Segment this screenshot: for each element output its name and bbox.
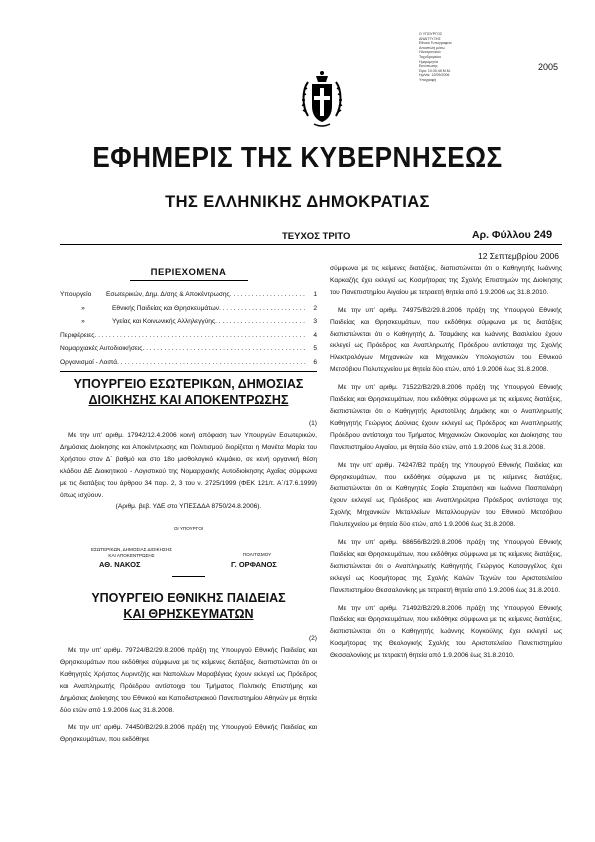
toc-page: 6 (313, 358, 317, 366)
toc-entry: Εθνικής Παιδείας και Θρησκευμάτων (112, 304, 220, 312)
stamp-line: Ταχυδρομείου (419, 54, 442, 59)
right-column-text (330, 263, 562, 662)
toc-entry: Νομαρχιακές Αυτοδιοικήσεις (60, 345, 143, 352)
decision-text (60, 430, 317, 513)
toc-page: 2 (313, 304, 317, 312)
year-label: 2005 (537, 62, 558, 72)
issue-label: ΤΕΥΧΟΣ ΤΡΙΤΟ (282, 231, 351, 242)
section-divider (60, 371, 317, 372)
signatories-heading: ΟΙ ΥΠΟΥΡΓΟΙ (173, 526, 204, 531)
sheet-number-value: 249 (533, 229, 553, 241)
section-heading-interior-ministry (60, 376, 317, 408)
paragraph: Με την υπ’ αριθμ. 74450/Β2/29.8.2006 πράξη της Υπουργού Εθνικής Παιδείας και Θρησκευμάτων, που εκδόθηκε (60, 724, 317, 744)
section-heading-education-ministry (60, 590, 317, 622)
toc-page: 5 (313, 345, 317, 352)
signatory-title-line: ΕΣΩΤΕΡΙΚΩΝ, ΔΗΜΟΣΙΑΣ ΔΙΟΙΚΗΣΗΣ (90, 547, 173, 552)
signatory-title-line: ΚΑΙ ΑΠΟΚΕΝΤΡΩΣΗΣ (108, 552, 155, 558)
sheet-label: Αρ. Φύλλου (472, 229, 531, 241)
toc-ministry: Υπουργείο (60, 291, 92, 298)
table-of-contents (60, 288, 317, 369)
signatory-title (74, 547, 189, 558)
masthead-title: ΕΦΗΜΕΡΙΣ ΤΗΣ ΚΥΒΕΡΝΗΣΕΩΣ (92, 142, 503, 174)
stamp-line: Ο ΥΠΟΥΡΓΟΣ (419, 32, 443, 36)
digital-signature-stamp (419, 32, 479, 83)
paragraph: Με την υπ’ αριθμ. 71522/Β2/29.8.2006 πράξη της Υπουργού Εθνικής Παιδείας και Θρησκευμάτων, που εκδόθηκε σύμφωνα με τις κείμενες διατάξεις, διαπιστώνεται ότι ο Καθηγητής Αριστοτέλης Δημάκης και ο Αναπληρωτής Καθηγητής Γεώργιος Δούνιας έχουν εκλεγεί ως Πρόεδρος και Αναπληρωτής Πρόεδρου αντίστοιχα του Τμήματος Μηχανικών Οικονομίας και Διοίκησης του Πανεπιστημίου Αιγαίου, με θητεία δύο ετών, από 1.9.2006 έως 31.8.2008. (330, 384, 562, 451)
stamp-line: Εκτύπωσης (419, 64, 438, 69)
heading-line: ΥΠΟΥΡΓΕΙΟ ΕΣΩΤΕΡΙΚΩΝ, ΔΗΜΟΣΙΑΣ (73, 377, 304, 391)
stamp-line: Ηλεκτρονικού (419, 50, 441, 55)
decision-number: (1) (308, 420, 317, 427)
paragraph: Με την υπ’ αριθμ. 74975/Β2/29.8.2006 πράξη της Υπουργού Εθνικής Παιδείας και Θρησκευμάτων, που εκδόθηκε σύμφωνα με τις διατάξεις διαπιστώνεται ότι ο Καθηγητής Δ. Τσαμάκης και Ιωάννης Βασιλείου έχουν εκλεγεί ως Πρόεδρος και Αναπληρωτής Πρόεδρου αντίστοιχα της Σχολής Ηλεκτρολόγων Μηχανικών και Μηχανικών Υπολογιστών του Εθνικού Μετσόβιου Πολυτεχνείου με θητεία δύο ετών, από 1.9.2006 έως 31.8.2008. (330, 306, 562, 374)
toc-entry: Οργανισμοί - Λοιπά (60, 358, 118, 366)
toc-heading: ΠΕΡΙΕΧΟΜΕΝΑ (60, 267, 317, 281)
paragraph: Με την υπ’ αριθμ. 71492/Β2/29.8.2006 πράξη της Υπουργού Εθνικής Παιδείας και Θρησκευμάτων, που εκδόθηκε σύμφωνα με τις κείμενες διατάξεις, διαπιστώνεται ότι ο Καθηγητής Ιωάννης Κογκούλης έχει εκλεγεί ως Κοσμήτορας της Θεολογικής Σχολής του Αριστοτελείου Πανεπιστημίου Θεσσαλονίκης με τετραετή θητεία από 1.9.2006 έως 31.8.2010. (330, 604, 562, 660)
toc-page: 1 (313, 291, 317, 298)
paragraph: Με την υπ’ αριθμ. 68656/Β2/29.8.2006 πράξη της Υπουργού Εθνικής Παιδείας και Θρησκευμάτων, που εκδόθηκε σύμφωνα με τις κείμενες διατάξεις, διαπιστώνεται ότι ο Αναπληρωτής Καθηγητής Γεώργιος Κατσαγγέλος έχει εκλεγεί ως Κοσμήτορας της Σχολής Καλών Τεχνών του Αριστοτελείου Πανεπιστημίου Θεσσαλονίκης με τετραετή θητεία από 1.9.2006 έως 31.8.2010. (330, 539, 562, 594)
stamp-line: Ημ/νία: 12/09/2006 (419, 73, 450, 78)
heading-line: ΔΙΟΙΚΗΣΗΣ ΚΑΙ ΑΠΟΚΕΝΤΡΩΣΗΣ (88, 393, 289, 407)
toc-entry: Εσωτερικών, Δημ. Δ/σης & Αποκέντρωσης (106, 291, 230, 298)
decision-number: (2) (308, 635, 317, 642)
toc-row[interactable] (60, 315, 317, 329)
stamp-line: Αποστολή μέσω (419, 45, 445, 50)
stamp-line: ΑΝΑΠΤΥΞΗΣ (419, 36, 441, 41)
masthead-rule (60, 244, 562, 245)
toc-row[interactable] (60, 356, 317, 370)
decision-text (60, 645, 317, 746)
toc-entry: Περιφέρειες (60, 331, 95, 339)
stamp-line: Εθνικό Τυπογραφείο (419, 41, 452, 46)
toc-row[interactable] (60, 302, 317, 316)
short-divider (172, 576, 205, 577)
toc-entry: Υγείας και Κοινωνικής Αλληλεγγύης (112, 318, 216, 325)
signatory-name: ΑΘ. ΝΑΚΟΣ (99, 560, 141, 569)
sheet-number (472, 229, 552, 241)
toc-page: 3 (313, 318, 317, 325)
heading-line: ΚΑΙ ΘΡΗΣΚΕΥΜΑΤΩΝ (123, 607, 254, 621)
signatory-title: ΠΟΛΙΤΙΣΜΟΥ (242, 552, 272, 557)
masthead-subtitle: ΤΗΣ ΕΛΛΗΝΙΚΗΣ ΔΗΜΟΚΡΑΤΙΑΣ (165, 193, 430, 211)
toc-row[interactable] (60, 329, 317, 343)
toc-row[interactable] (60, 288, 317, 302)
stamp-line: Ώρα: 10:30:45 Μ.Μ. (419, 68, 451, 73)
toc-ditto: » (81, 304, 85, 312)
toc-ditto: » (81, 318, 85, 325)
signatory-name: Γ. ΟΡΦΑΝΟΣ (231, 560, 277, 569)
paragraph: Με την υπ’ αριθμ. 74247/Β2 πράξη της Υπουργού Εθνικής Παιδείας και Θρησκευμάτων, που εκδόθηκε σύμφωνα με τις κείμενες διατάξεις, διαπιστώνεται ότι οι Καθηγητές Σοφία Σταματάκη και Ιωάννα Πασπαλιάρη έχουν εκλεγεί ως Πρόεδρος και Αναπληρώτρια Πρόεδρος αντίστοιχα της Σχολής Μηχανικών Μεταλλείων Μεταλλουργών του Εθνικού Μετσόβιου Πολυτεχνείου με θητεία δύο ετών, από 1.9.2006 έως 31.8.2008. (330, 461, 562, 529)
stamp-line: Ημερομηνία (419, 59, 439, 64)
toc-row[interactable] (60, 342, 317, 356)
heading-line: ΥΠΟΥΡΓΕΙΟ ΕΘΝΙΚΗΣ ΠΑΙΔΕΙΑΣ (91, 591, 286, 605)
paragraph: Με την υπ’ αριθμ. 17942/12.4.2006 κοινή απόφαση των Υπουργών Εσωτερικών, Δημόσιας Διοίκησης και Αποκέντρωσης και Πολιτισμού διορίζεται η Μανέτα Μαρία του Χρήστου στον Δ΄ βαθμό και στο 18ο μισθολογικό κλιμάκιο, σε κενή οργανική θέση κλάδου ΔΕ Διοικητικού - Λογιστικού της Νομαρχιακής Αυτοδιοίκησης Αχαΐας σύμφωνα με τις διατάξεις του άρθρου 34 παρ. 2, 3 του ν. 2725/1999 (ΦΕΚ 121/τ. Α΄/17.6.1999) όπως ισχύουν. (60, 432, 317, 499)
paragraph: Με την υπ’ αριθμ. 79724/Β2/29.8.2006 πράξη της Υπουργού Εθνικής Παιδείας και Θρησκευμάτων που εκδόθηκε σύμφωνα με τις κείμενες διατάξεις, διαπιστώνεται ότι οι Καθηγητές Χρήστος Λυριντζής και Ναπολέων Μαραβέγιας έχουν εκλεγεί ως Πρόεδρος και Αναπληρωτής Πρόεδρου αντίστοιχα του Τμήματος Πολιτικής Επιστήμης και Δημόσιας Διοίκησης του Εθνικού και Καποδιστριακού Πανεπιστημίου Αθηνών με θητεία δύο ετών από 1.9.2006 έως 31.8.2008. (60, 647, 317, 714)
toc-page: 4 (313, 331, 317, 339)
paragraph: (Αριθμ. βεβ. ΥΔΕ στο ΥΠΕΣΔΔΑ 8750/24.8.2006). (115, 503, 262, 511)
issue-date: 12 Σεπτεμβρίου 2006 (477, 251, 559, 261)
stamp-line: Υπογραφή (419, 77, 437, 82)
paragraph: σύμφωνα με τις κείμενες διατάξεις, διαπιστώνεται ότι ο Καθηγητής Ιωάννης Καρκαζής έχει εκλεγεί ως Κοσμήτορας της Σχολής Επιστημών της Διοίκησης του Πανεπιστημίου Αιγαίου με τετραετή θητεία από 1.9.2006 ως 31.8.2010. (330, 265, 562, 296)
greek-coat-of-arms-icon (300, 62, 344, 132)
